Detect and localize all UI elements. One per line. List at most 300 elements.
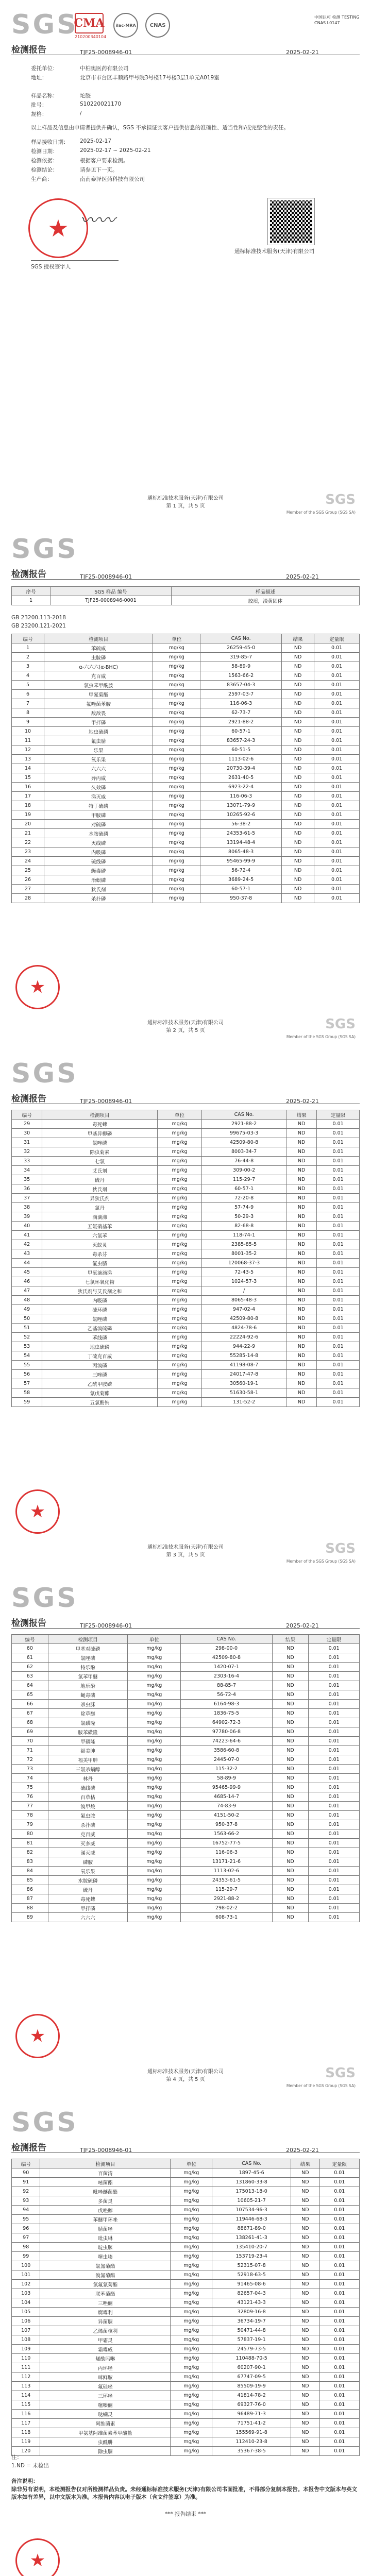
table-row	[12, 1138, 360, 1147]
cell: 0.01	[317, 1249, 360, 1259]
cell: 2	[12, 653, 44, 662]
cell: ND	[291, 2400, 319, 2410]
cell: 0.01	[309, 1811, 360, 1820]
table-row	[12, 2354, 360, 2363]
footer-sgs-logo: SGS	[325, 1016, 356, 1032]
cell: 福美甲胂	[48, 1755, 128, 1765]
cell: mg/kg	[128, 1644, 181, 1653]
table-row	[12, 1129, 360, 1138]
table-row	[12, 1848, 360, 1857]
basis-value: 根据客户要求检测。	[80, 158, 129, 164]
cell: mg/kg	[153, 727, 200, 736]
cell: ND	[291, 2308, 319, 2317]
cell: 硫环磷	[42, 1305, 158, 1314]
cell: 89	[12, 1913, 48, 1922]
cell: ND	[286, 1120, 316, 1129]
cell: 0.01	[317, 1277, 360, 1286]
cell: 五氯硝基苯	[42, 1222, 158, 1231]
cell: 37	[12, 1194, 42, 1203]
cell: 9	[12, 718, 44, 727]
table-row	[12, 2261, 360, 2270]
table-row	[12, 801, 360, 810]
cell: 0.01	[314, 727, 360, 736]
cell: 65	[12, 1690, 48, 1700]
cell: ND	[286, 1314, 316, 1324]
cell: 44	[12, 1259, 42, 1268]
table-row	[12, 1222, 360, 1231]
cell: 107534-96-3	[212, 2206, 291, 2215]
cell: 41814-78-2	[212, 2391, 291, 2400]
table-row	[12, 1203, 360, 1212]
cell: 116-06-3	[200, 699, 282, 708]
cell: ND	[282, 745, 314, 755]
cell: 0.01	[319, 2215, 359, 2224]
cell: mg/kg	[128, 1709, 181, 1718]
cell: 155569-91-8	[212, 2428, 291, 2437]
table-row	[12, 829, 360, 838]
table-row	[12, 1737, 360, 1746]
col-header: 样品描述	[172, 587, 360, 596]
cell: 0.01	[309, 1802, 360, 1811]
cell: ND	[272, 1653, 309, 1663]
cell: 5	[12, 681, 44, 690]
cell: 91465-08-6	[212, 2280, 291, 2289]
cell: 氯唑磷	[42, 1138, 158, 1147]
table-row	[12, 1324, 360, 1333]
cell: mg/kg	[157, 1277, 202, 1286]
cell: 0.01	[309, 1755, 360, 1765]
cell: 乐果	[44, 745, 153, 755]
basis-label: 检测依据：	[31, 158, 58, 164]
report-number: TJF25-0008946-01	[80, 49, 132, 56]
cell: 虫酰肼	[40, 2437, 171, 2447]
cell: 60-51-5	[200, 745, 282, 755]
cell: 甲氰菊酯	[44, 690, 153, 699]
cell: 60-57-1	[200, 727, 282, 736]
cell: 64902-72-3	[181, 1718, 272, 1727]
cell: 0.01	[309, 1746, 360, 1755]
cell: 0.01	[309, 1857, 360, 1867]
cma-logo: CMA	[75, 13, 104, 33]
cell: mg/kg	[157, 1120, 202, 1129]
cell: ND	[291, 2206, 319, 2215]
cell: ND	[282, 764, 314, 773]
page-title: 检测报告	[11, 2143, 46, 2153]
cell: 0.01	[314, 736, 360, 745]
table-row	[12, 2215, 360, 2224]
table-row	[12, 1727, 360, 1737]
cell: ND	[282, 875, 314, 885]
cell: ND	[291, 2243, 319, 2252]
cell: ND	[272, 1820, 309, 1829]
cell: ND	[272, 1774, 309, 1783]
table-row	[12, 1398, 360, 1407]
page-title: 检测报告	[11, 569, 46, 580]
cell: mg/kg	[171, 2215, 212, 2224]
cell: 42	[12, 1240, 42, 1249]
cell: ND	[291, 2447, 319, 2456]
page-number: 第 1 页，共 5 页	[166, 503, 205, 509]
cell: 吡虫啉	[40, 2233, 171, 2243]
cell: 14	[12, 764, 44, 773]
cell: mg/kg	[157, 1222, 202, 1231]
cell: 灭线磷	[44, 838, 153, 848]
cell: mg/kg	[153, 755, 200, 764]
cell: mg/kg	[157, 1342, 202, 1351]
cell: 溴甲烷	[48, 1802, 128, 1811]
cell: 0.01	[317, 1379, 360, 1388]
cell: 116	[12, 2410, 40, 2419]
cell: mg/kg	[128, 1802, 181, 1811]
table-row	[12, 690, 360, 699]
col-header: 结果	[272, 1635, 309, 1644]
cell: ND	[272, 1867, 309, 1876]
cell: 88-85-7	[181, 1681, 272, 1690]
results-table	[11, 2159, 360, 2456]
cell: 60	[12, 1644, 48, 1653]
cell: 58-89-9	[200, 662, 282, 671]
cell: 狄氏剂	[42, 1184, 158, 1194]
cell: 0.01	[317, 1212, 360, 1222]
table-row	[12, 1277, 360, 1286]
cell: 58	[12, 1388, 42, 1398]
cell: 54	[12, 1351, 42, 1361]
cell: ND	[291, 2382, 319, 2391]
cell: ND	[286, 1138, 316, 1147]
cell: 0.01	[314, 848, 360, 857]
table-row	[12, 1718, 360, 1727]
cell: ND	[282, 671, 314, 681]
address-label: 地址：	[31, 75, 47, 81]
cell: 92	[12, 2187, 40, 2196]
cell: 氧乐果	[44, 755, 153, 764]
cell: mg/kg	[128, 1774, 181, 1783]
table-row	[12, 1755, 360, 1765]
cell: 0.01	[309, 1829, 360, 1839]
cell: 0.01	[319, 2261, 359, 2270]
table-row	[12, 1157, 360, 1166]
cell: 硫丹	[42, 1175, 158, 1184]
col-header: CAS No.	[200, 634, 282, 643]
cell: ND	[291, 2335, 319, 2345]
cell: 32	[12, 1147, 42, 1157]
cell: 除虫脲	[40, 2447, 171, 2456]
cell: 0.01	[319, 2168, 359, 2178]
cell: mg/kg	[153, 820, 200, 829]
cell: 多菌灵	[40, 2196, 171, 2206]
col-header: 编号	[12, 1110, 42, 1120]
cell: mg/kg	[128, 1811, 181, 1820]
cell: 61	[12, 1653, 48, 1663]
cell: 三环唑	[40, 2391, 171, 2400]
cell: mg/kg	[171, 2298, 212, 2308]
cell: 0.01	[314, 773, 360, 783]
cell: 6923-22-4	[200, 783, 282, 792]
cell: 噻嗪酮	[40, 2400, 171, 2410]
cell: 13171-21-6	[181, 1857, 272, 1867]
cell: mg/kg	[128, 1727, 181, 1737]
table-row	[12, 2308, 360, 2317]
cell: 0.01	[314, 783, 360, 792]
cell: ND	[291, 2298, 319, 2308]
table-row	[12, 699, 360, 708]
cell: ND	[272, 1848, 309, 1857]
cell: ND	[291, 2261, 319, 2270]
cell: mg/kg	[128, 1700, 181, 1709]
cell: 28	[12, 894, 44, 903]
cell: 82-68-8	[202, 1222, 286, 1231]
cell: 0.01	[317, 1222, 360, 1231]
report-page-3	[0, 1049, 371, 1573]
cell: 七氯	[42, 1157, 158, 1166]
cell: 43	[12, 1249, 42, 1259]
cell: mg/kg	[171, 2419, 212, 2428]
cell: 0.01	[319, 2400, 359, 2410]
cell: 0.01	[314, 643, 360, 653]
cell: mg/kg	[157, 1305, 202, 1314]
cell: 0.01	[319, 2270, 359, 2280]
cell: 胶质，淡黄固体	[172, 596, 360, 605]
cell: ND	[282, 773, 314, 783]
col-header: 检测项目	[42, 1110, 158, 1120]
cell: ND	[286, 1157, 316, 1166]
cnas-logo: CNAS	[145, 13, 170, 38]
page-footer	[0, 495, 371, 510]
cell: ND	[282, 736, 314, 745]
cell: 62	[12, 1663, 48, 1672]
cell: 水胺硫磷	[48, 1876, 128, 1885]
table-row	[12, 1653, 360, 1663]
cell: 氟硅唑	[40, 2382, 171, 2391]
table-row	[12, 2317, 360, 2326]
cell: mg/kg	[128, 1857, 181, 1867]
cell: ND	[291, 2178, 319, 2187]
cell: 百菌清	[40, 2168, 171, 2178]
cell: mg/kg	[171, 2354, 212, 2363]
cell: 敌敌畏	[44, 708, 153, 718]
cell: 113	[12, 2382, 40, 2391]
cell: mg/kg	[128, 1839, 181, 1848]
cell: mg/kg	[157, 1194, 202, 1203]
cell: 131-52-2	[202, 1398, 286, 1407]
table-row	[12, 2252, 360, 2261]
cell: 298-02-2	[181, 1904, 272, 1913]
authorized-signatory: SGS 授权签字人	[31, 264, 71, 270]
cell: 0.01	[317, 1129, 360, 1138]
cell: 112410-23-8	[212, 2437, 291, 2447]
cell: 83657-24-3	[200, 736, 282, 745]
cell: 4685-14-7	[181, 1792, 272, 1802]
cell: 72-43-5	[202, 1268, 286, 1277]
cell: 309-00-2	[202, 1166, 286, 1175]
cell: 22224-92-6	[202, 1333, 286, 1342]
cell: 氯氟氰菊酯	[40, 2280, 171, 2289]
cell: ND	[282, 894, 314, 903]
cell: mg/kg	[171, 2224, 212, 2233]
cell: 甲基对硫磷	[48, 1644, 128, 1653]
cell: ND	[286, 1361, 316, 1370]
remarks-heading: 备注说明：	[11, 2478, 39, 2484]
cell: 64	[12, 1681, 48, 1690]
cell: 0.01	[317, 1120, 360, 1129]
report-date: 2025-02-21	[286, 573, 319, 580]
cell: 地虫硫磷	[42, 1342, 158, 1351]
cell: 115-29-7	[202, 1175, 286, 1184]
cell: 1024-57-3	[202, 1277, 286, 1286]
cell: 2921-88-2	[202, 1120, 286, 1129]
cell: 灭蚁灵	[42, 1240, 158, 1249]
cell: mg/kg	[153, 773, 200, 783]
cell: mg/kg	[171, 2187, 212, 2196]
col-header: 定量限	[314, 634, 360, 643]
cell: 0.01	[314, 857, 360, 866]
address-value: 北京市市台区丰顺路甲号院3号楼17号楼3层1单元A019室	[80, 75, 220, 81]
cell: mg/kg	[171, 2317, 212, 2326]
cell: ND	[272, 1904, 309, 1913]
col-header: 编号	[12, 634, 44, 643]
cell: mg/kg	[128, 1755, 181, 1765]
cell: ND	[291, 2354, 319, 2363]
page-footer	[0, 1544, 371, 1559]
cell: 71	[12, 1746, 48, 1755]
cell: mg/kg	[128, 1672, 181, 1681]
cell: ND	[286, 1268, 316, 1277]
cell: 1	[12, 596, 50, 605]
cell: 944-22-9	[202, 1342, 286, 1351]
cnas-caption: 中国认可 检测 TESTING CNAS L0147	[314, 15, 360, 25]
cell: ND	[286, 1388, 316, 1398]
cell: 0.01	[319, 2391, 359, 2400]
cell: 106	[12, 2317, 40, 2326]
table-row	[12, 1867, 360, 1876]
cell: 0.01	[309, 1718, 360, 1727]
table-row	[12, 2224, 360, 2233]
cell: ND	[282, 810, 314, 820]
cell: ND	[291, 2289, 319, 2298]
cell: ND	[291, 2428, 319, 2437]
cell: ND	[272, 1802, 309, 1811]
cell: 0.01	[317, 1259, 360, 1268]
cell: 腈菌唑	[40, 2224, 171, 2233]
cell: 71751-41-2	[212, 2419, 291, 2428]
cell: 0.01	[314, 681, 360, 690]
cell: 0.01	[314, 810, 360, 820]
cell: mg/kg	[171, 2178, 212, 2187]
report-date: 2025-02-21	[286, 2147, 319, 2154]
cell: ND	[291, 2410, 319, 2419]
table-row	[12, 681, 360, 690]
table-row	[12, 755, 360, 764]
cell: 4151-50-2	[181, 1811, 272, 1820]
cell: 吡唑醚菌酯	[40, 2187, 171, 2196]
results-table	[11, 1110, 360, 1407]
cell: 2921-88-2	[200, 718, 282, 727]
table-row	[12, 1296, 360, 1305]
cell: 0.01	[319, 2252, 359, 2261]
cell: mg/kg	[153, 681, 200, 690]
cell: 异狄氏剂	[42, 1194, 158, 1203]
cell: ND	[286, 1129, 316, 1138]
cell: 16	[12, 783, 44, 792]
cell: 56-72-4	[181, 1690, 272, 1700]
cell: ND	[286, 1277, 316, 1286]
cell: 74	[12, 1774, 48, 1783]
notes-label: 注：	[11, 2454, 22, 2461]
cell: ND	[282, 801, 314, 810]
cell: mg/kg	[153, 857, 200, 866]
table-row	[12, 764, 360, 773]
cell: 0.01	[309, 1765, 360, 1774]
member-text: Member of the SGS Group (SGS SA)	[286, 2083, 356, 2088]
table-row	[12, 1857, 360, 1867]
table-row	[12, 838, 360, 848]
cell: mg/kg	[153, 875, 200, 885]
cell: 115	[12, 2400, 40, 2410]
client-label: 委托单位：	[31, 65, 58, 72]
cell: mg/kg	[128, 1904, 181, 1913]
cell: 119	[12, 2437, 40, 2447]
cell: ND	[272, 1755, 309, 1765]
cell: 0.01	[314, 792, 360, 801]
cell: 0.01	[319, 2289, 359, 2298]
table-row	[12, 718, 360, 727]
cell: 88	[12, 1904, 48, 1913]
cell: 1	[12, 643, 44, 653]
cell: 12	[12, 745, 44, 755]
cell: 8065-48-3	[202, 1296, 286, 1305]
cell: mg/kg	[128, 1663, 181, 1672]
cell: 70	[12, 1737, 48, 1746]
cell: 93	[12, 2196, 40, 2206]
cell: 110488-70-5	[212, 2354, 291, 2363]
cell: 90	[12, 2168, 40, 2178]
col-header: 单位	[128, 1635, 181, 1644]
cell: mg/kg	[157, 1351, 202, 1361]
cell: 153719-23-4	[212, 2252, 291, 2261]
cell: ND	[282, 848, 314, 857]
cell: 38	[12, 1203, 42, 1212]
cell: 0.01	[309, 1792, 360, 1802]
cell: ND	[272, 1894, 309, 1904]
cell: 0.01	[309, 1894, 360, 1904]
cell: mg/kg	[153, 643, 200, 653]
cell: 丁硫克百威	[42, 1351, 158, 1361]
table-row	[12, 1333, 360, 1342]
cell: ND	[286, 1194, 316, 1203]
table-row	[12, 745, 360, 755]
cell: 83657-04-3	[200, 681, 282, 690]
cell: 4	[12, 671, 44, 681]
official-seal-stamp: ★	[15, 2014, 60, 2058]
cell: ND	[286, 1342, 316, 1351]
cell: mg/kg	[157, 1175, 202, 1184]
cell: mg/kg	[153, 662, 200, 671]
col-header: 编号	[12, 1635, 48, 1644]
cell: 硫线磷	[48, 1783, 128, 1792]
cell: mg/kg	[157, 1361, 202, 1370]
cell: mg/kg	[153, 792, 200, 801]
cell: ND	[286, 1175, 316, 1184]
results-table	[11, 634, 360, 903]
cell: 对硫磷	[44, 820, 153, 829]
table-row	[12, 2335, 360, 2345]
table-row	[12, 1231, 360, 1240]
table-row	[12, 1314, 360, 1324]
cell: 95	[12, 2215, 40, 2224]
cell: ND	[291, 2317, 319, 2326]
cell: ND	[291, 2233, 319, 2243]
table-row	[12, 2233, 360, 2243]
